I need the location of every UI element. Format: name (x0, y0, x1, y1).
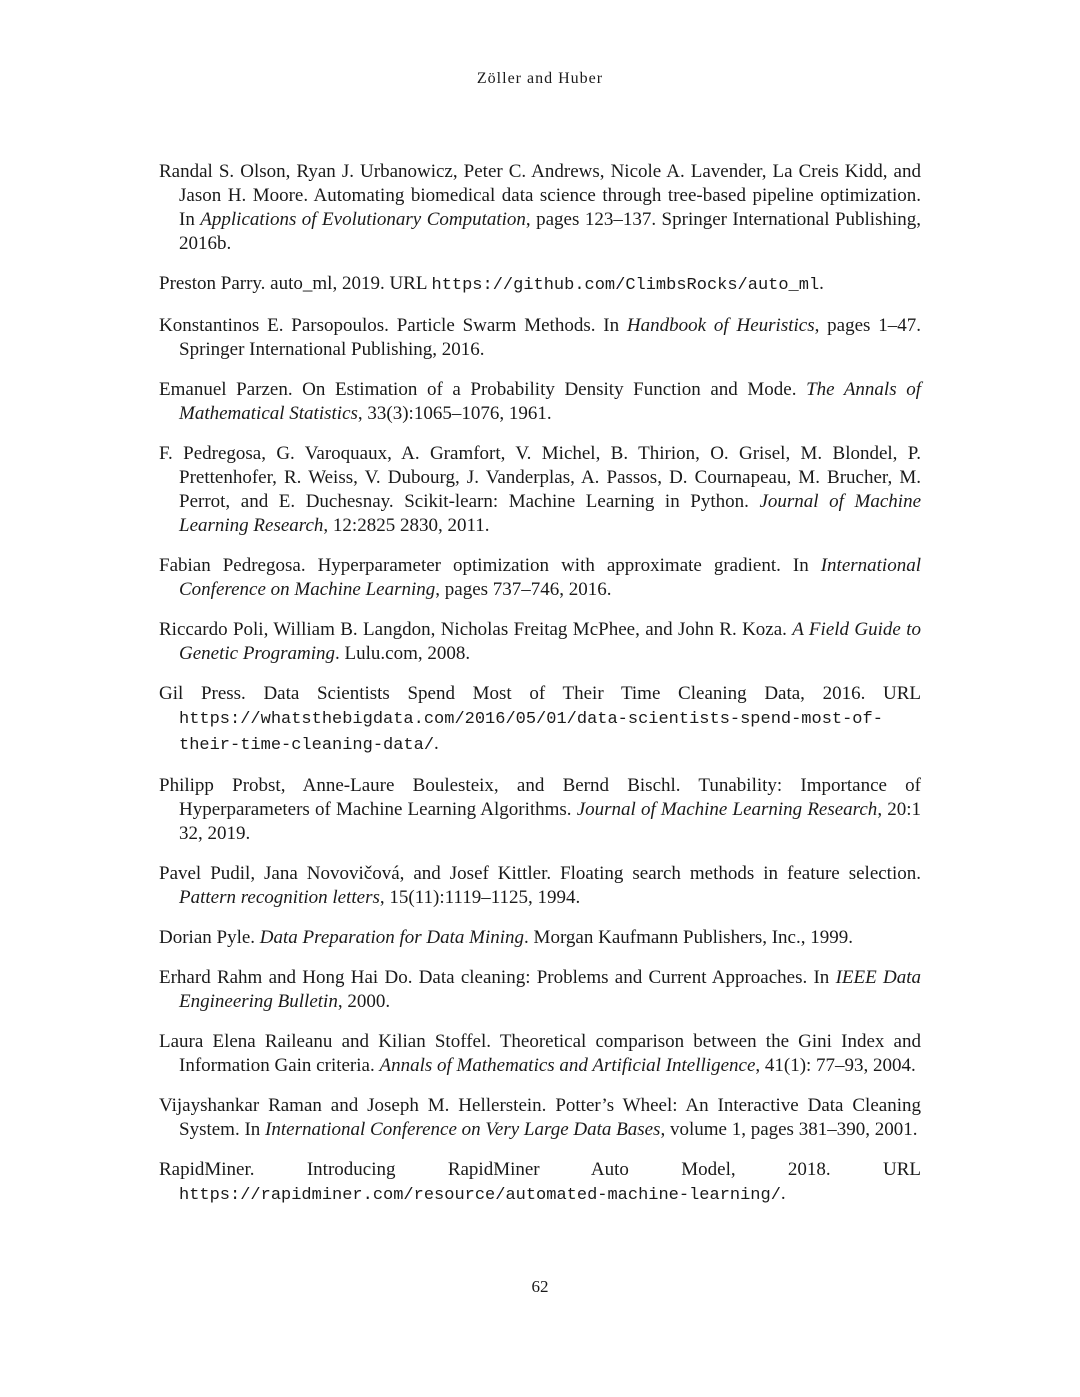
reference-venue: The Annals of Mathematical Statistics (179, 379, 921, 424)
reference-text: Gil Press. Data Scientists Spend Most of Their Time Cleaning Data, 2016. URL (159, 683, 921, 704)
reference-entry (159, 618, 921, 666)
reference-details: , 12:2825 2830, 2011. (323, 515, 490, 536)
reference-entry (159, 378, 921, 426)
reference-venue: Handbook of Heuristics (626, 315, 815, 336)
reference-details: , 2000. (337, 991, 391, 1012)
reference-text: Dorian Pyle. (159, 927, 260, 948)
reference-text: Erhard Rahm and Hong Hai Do. Data cleaning: Problems and Current Approaches. In (159, 967, 836, 988)
reference-details: , 33(3):1065–1076, 1961. (357, 403, 552, 424)
reference-venue: Data Preparation for Data Mining (259, 927, 525, 948)
reference-entry (159, 442, 921, 538)
reference-text: Philipp Probst, Anne-Laure Boulesteix, and Bernd Bischl. Tunability: Importance of Hyperparameters of Machine Learning Algorithms. (159, 775, 921, 820)
page-number: 62 (531, 1277, 549, 1296)
reference-details: , pages 737–746, 2016. (435, 579, 612, 600)
reference-text: Randal S. Olson, Ryan J. Urbanowicz, Peter C. Andrews, Nicole A. Lavender, La Creis Kidd, and Jason H. Moore. Automating biomedical data science through tree-based pipeline optimization. In (159, 161, 921, 230)
reference-url-link[interactable]: https://whatsthebigdata.com/2016/05/01/data-scientists-spend-most-of-their-time-cleaning-data/ (179, 710, 883, 755)
reference-details: , 20:1 32, 2019. (179, 799, 921, 844)
reference-venue: IEEE Data Engineering Bulletin (179, 967, 921, 1012)
reference-details: . Lulu.com, 2008. (335, 643, 471, 664)
reference-text: Fabian Pedregosa. Hyperparameter optimization with approximate gradient. In (159, 555, 821, 576)
reference-details: , 15(11):1119–1125, 1994. (379, 887, 581, 908)
reference-end: . (434, 733, 439, 754)
reference-entry (159, 774, 921, 846)
reference-entry (159, 926, 921, 950)
reference-url-link[interactable]: https://rapidminer.com/resource/automated-machine-learning/ (179, 1186, 781, 1205)
reference-entry (159, 314, 921, 362)
reference-text: Pavel Pudil, Jana Novovičová, and Josef Kittler. Floating search methods in feature selection. (159, 863, 921, 884)
reference-text: F. Pedregosa, G. Varoquaux, A. Gramfort, V. Michel, B. Thirion, O. Grisel, M. Blondel, P. Prettenhofer, R. Weiss, V. Dubourg, J. Vanderplas, A. Passos, D. Cournapeau, M. Brucher, M. Perrot, and E. Duchesnay. Scikit-learn: Machine Learning in Python. (159, 443, 921, 512)
reference-details: . Morgan Kaufmann Publishers, Inc., 1999. (524, 927, 853, 948)
reference-entry (159, 160, 921, 256)
reference-text: Preston Parry. auto_ml, 2019. URL (159, 273, 432, 294)
reference-details: , pages 1–47. Springer International Publishing, 2016. (179, 315, 921, 360)
reference-text: Emanuel Parzen. On Estimation of a Probability Density Function and Mode. (159, 379, 807, 400)
reference-entry (159, 682, 921, 758)
reference-entry (159, 554, 921, 602)
reference-text: Vijayshankar Raman and Joseph M. Hellerstein. Potter’s Wheel: An Interactive Data Cleaning System. In (159, 1095, 921, 1140)
reference-end: . (780, 1183, 786, 1204)
reference-text: Riccardo Poli, William B. Langdon, Nicholas Freitag McPhee, and John R. Koza. (159, 619, 793, 640)
reference-text: Laura Elena Raileanu and Kilian Stoffel. Theoretical comparison between the Gini Index and Information Gain criteria. (159, 1031, 921, 1076)
reference-entry (159, 862, 921, 910)
reference-text: RapidMiner. Introducing RapidMiner Auto Model, 2018. URL (159, 1159, 921, 1180)
reference-entry (159, 1030, 921, 1078)
reference-list (159, 160, 921, 1224)
reference-venue: Journal of Machine Learning Research (576, 799, 878, 820)
running-head: Zöller and Huber (476, 70, 604, 87)
reference-venue: A Field Guide to Genetic Programing (179, 619, 921, 664)
reference-details: , 41(1): 77–93, 2004. (755, 1055, 916, 1076)
reference-end: . (819, 273, 824, 294)
reference-venue: Applications of Evolutionary Computation (200, 209, 526, 230)
reference-venue: Pattern recognition letters (179, 887, 380, 908)
reference-venue: International Conference on Very Large Data Bases (265, 1119, 661, 1140)
reference-entry (159, 272, 921, 298)
reference-entry (159, 1158, 921, 1208)
reference-venue: Journal of Machine Learning Research (179, 491, 922, 536)
reference-venue: International Conference on Machine Learning (179, 555, 921, 600)
reference-venue: Annals of Mathematics and Artificial Intelligence (379, 1055, 756, 1076)
reference-text: Konstantinos E. Parsopoulos. Particle Swarm Methods. In (159, 315, 627, 336)
reference-url-link[interactable]: https://github.com/ClimbsRocks/auto_ml (431, 276, 820, 295)
reference-entry (159, 966, 921, 1014)
reference-details: , volume 1, pages 381–390, 2001. (660, 1119, 918, 1140)
reference-details: , pages 123–137. Springer International Publishing, 2016b. (179, 209, 922, 254)
reference-entry (159, 1094, 921, 1142)
